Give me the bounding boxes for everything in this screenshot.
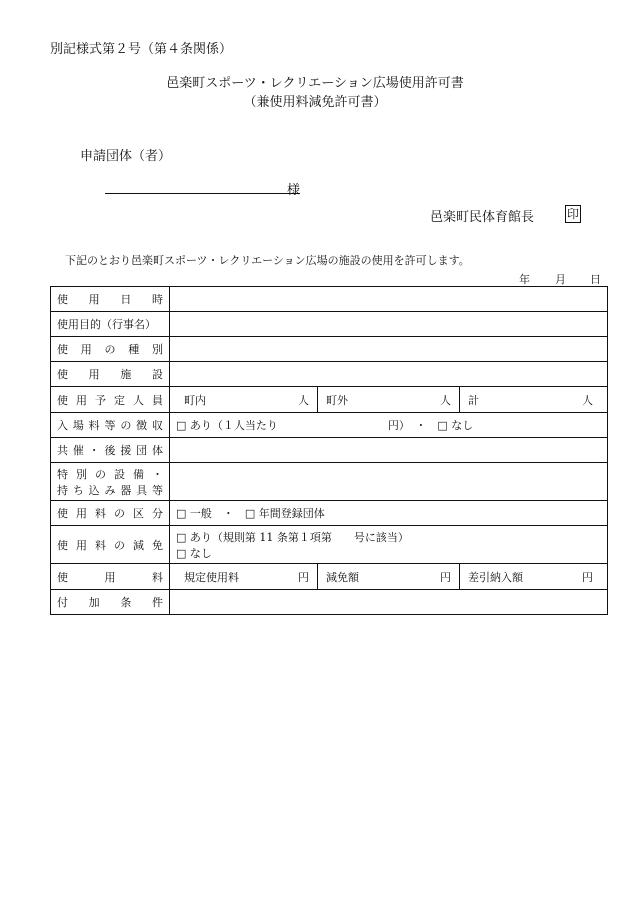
label-usage-type: 使 用 の 種 別 [51, 337, 170, 362]
row-sponsors [51, 438, 608, 463]
fee-reduction-no[interactable]: □ なし [176, 546, 212, 560]
fee-net-payment[interactable]: 差引納入額 円 [459, 564, 601, 589]
row-facility [51, 362, 608, 387]
value-conditions[interactable] [170, 590, 608, 615]
label-special-equipment: 特 別 の 設 備 ・ 持 ち 込 み 器 具 等 [51, 463, 170, 501]
row-admission-fee [51, 413, 608, 438]
honorific-sama: 様 [287, 183, 301, 198]
value-planned-attendees [170, 387, 608, 413]
fee-standard[interactable]: 規定使用料 円 [184, 570, 309, 584]
row-conditions [51, 590, 608, 615]
label-sponsors: 共 催 ・ 後 援 団 体 [51, 438, 170, 463]
value-usage-fee [170, 564, 608, 590]
issuer-title: 邑楽町民体育館長 [430, 210, 535, 225]
label-facility: 使 用 施 設 [51, 362, 170, 387]
attendees-out-town[interactable]: 町外 人 [317, 387, 459, 412]
value-purpose[interactable] [170, 312, 608, 337]
row-planned-attendees [51, 387, 608, 413]
attendees-in-town[interactable]: 町内 人 [184, 393, 309, 407]
value-facility[interactable] [170, 362, 608, 387]
date-day: 日 [590, 273, 601, 286]
attendees-total[interactable]: 計 人 [459, 387, 601, 412]
row-usage-fee [51, 564, 608, 590]
document-title: 邑楽町スポーツ・レクリエーション広場使用許可書 [166, 76, 464, 91]
value-special-equipment[interactable] [170, 463, 608, 501]
row-fee-reduction [51, 526, 608, 564]
row-fee-category [51, 501, 608, 526]
row-usage-type [51, 337, 608, 362]
form-number: 別記様式第２号（第４条関係） [50, 42, 233, 57]
applicant-name-line[interactable] [105, 193, 300, 194]
value-admission-fee[interactable]: □ あり（１人当たり 円） ・ □ なし [170, 413, 608, 438]
document-subtitle: （兼使用料減免許可書） [243, 95, 387, 110]
date-month: 月 [555, 273, 566, 286]
row-usage-datetime [51, 287, 608, 312]
value-fee-category[interactable]: □ 一般 ・ □ 年間登録団体 [170, 501, 608, 526]
applicant-label: 申請団体（者） [80, 149, 172, 164]
label-usage-fee: 使 用 料 [51, 564, 170, 590]
label-planned-attendees: 使 用 予 定 人 員 [51, 387, 170, 413]
label-conditions: 付 加 条 件 [51, 590, 170, 615]
label-fee-category: 使 用 料 の 区 分 [51, 501, 170, 526]
value-fee-reduction[interactable] [170, 526, 608, 564]
value-sponsors[interactable] [170, 438, 608, 463]
seal-box: 印 [566, 207, 579, 221]
row-purpose [51, 312, 608, 337]
label-admission-fee: 入 場 料 等 の 徴 収 [51, 413, 170, 438]
date-year: 年 [519, 273, 530, 286]
label-fee-reduction: 使 用 料 の 減 免 [51, 526, 170, 564]
row-special-equipment [51, 463, 608, 501]
fee-reduction-yes[interactable]: □ あり（規則第 11 条第１項第 号に該当） [176, 530, 409, 544]
fee-reduction-amount[interactable]: 減免額 円 [317, 564, 459, 589]
permit-table [50, 286, 608, 615]
label-purpose: 使用目的（行事名） [51, 312, 170, 337]
value-usage-datetime[interactable] [170, 287, 608, 312]
value-usage-type[interactable] [170, 337, 608, 362]
label-usage-datetime: 使 用 日 時 [51, 287, 170, 312]
intro-text: 下記のとおり邑楽町スポーツ・レクリエーション広場の施設の使用を許可します。 [65, 254, 470, 267]
